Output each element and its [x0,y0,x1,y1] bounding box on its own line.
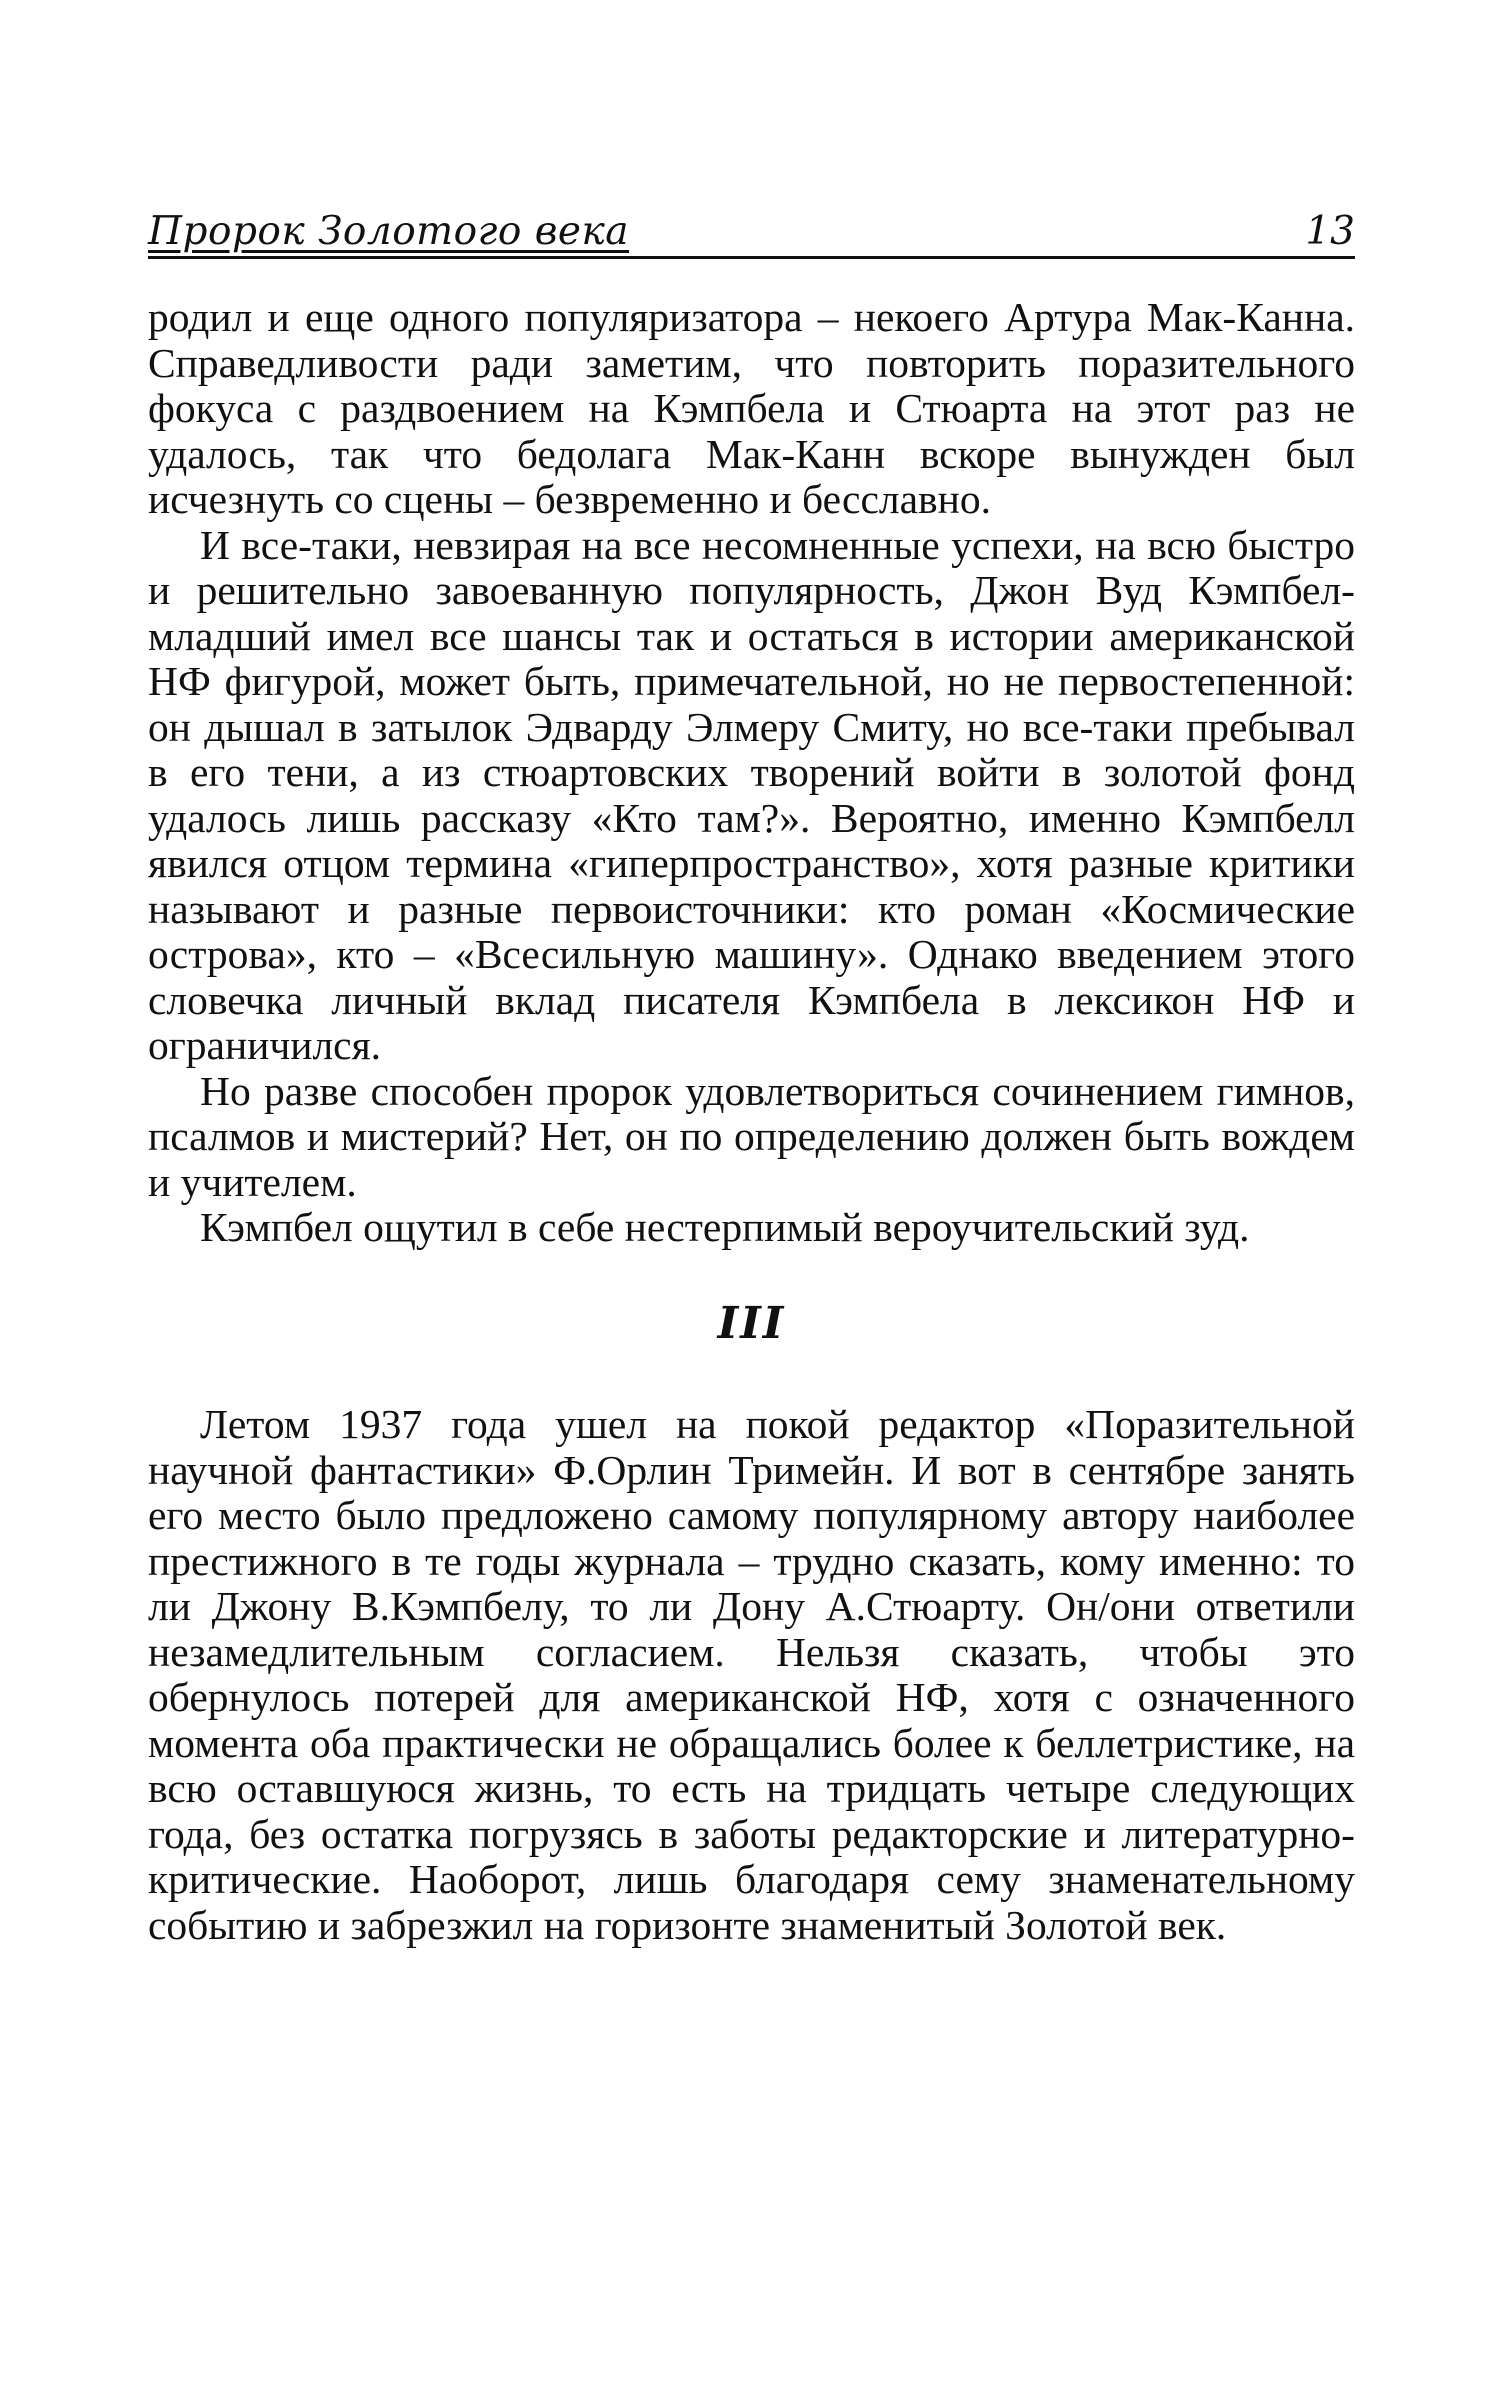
body-text [148,295,1355,1948]
paragraph: Летом 1937 года ушел на покой редактор «Поразительной научной фантастики» Ф.Орлин Тримейн. И вот в сентябре занять его место было предложено самому популярному автору наиболее престижного в те годы журнала – трудно сказать, кому именно: то ли Джону В.Кэмпбелу, то ли Дону А.Стюарту. Он/они ответили незамедлительным согласием. Нельзя сказать, чтобы это обернулось потерей для американской НФ, хотя с означенного момента оба практически не обращались более к беллетристике, на всю оставшуюся жизнь, то есть на тридцать четыре следующих года, без остатка погрузясь в заботы редакторские и литературно-критические. Наоборот, лишь благодаря сему знаменательному событию и забрезжил на горизонте знаменитый Золотой век. [148,1401,1355,1948]
running-title: Пророк Золотого века [148,209,630,254]
paragraph: И все-таки, невзирая на все несомненные успехи, на всю быстро и решительно завоеванную популярность, Джон Вуд Кэмпбел-младший имел все шансы так и остаться в истории американской НФ фигурой, может быть, примечательной, но не первостепенной: он дышал в затылок Эдварду Элмеру Смиту, но все-таки пребывал в его тени, а из стюартовских творений войти в золотой фонд удалось лишь рассказу «Кто там?». Вероятно, именно Кэмпбелл явился отцом термина «гиперпространство», хотя разные критики называют и разные первоисточники: кто роман «Космические острова», кто – «Всесильную машину». Однако введением этого словечка личный вклад писателя Кэмпбела в лексикон НФ и ограничился. [148,521,1355,1068]
paragraph: родил и еще одного популяризатора – некоего Артура Мак-Канна. Справедливости ради заметим, что повторить поразительного фокуса с раздвоением на Кэмпбела и Стюарта на этот раз не удалось, так что бедолага Мак-Канн вскоре вынужден был исчезнуть со сцены – безвременно и бесславно. [148,294,1355,522]
running-header [148,198,1355,259]
section-heading: III [717,1297,786,1349]
book-page [148,198,1355,1948]
page-number: 13 [1305,209,1355,254]
paragraph: Кэмпбел ощутил в себе нестерпимый вероучительский зуд. [200,1204,1250,1250]
paragraph: Но разве способен пророк удовлетвориться сочинением гимнов, псалмов и мистерий? Нет, он по определению должен быть вождем и учителем. [148,1067,1355,1205]
